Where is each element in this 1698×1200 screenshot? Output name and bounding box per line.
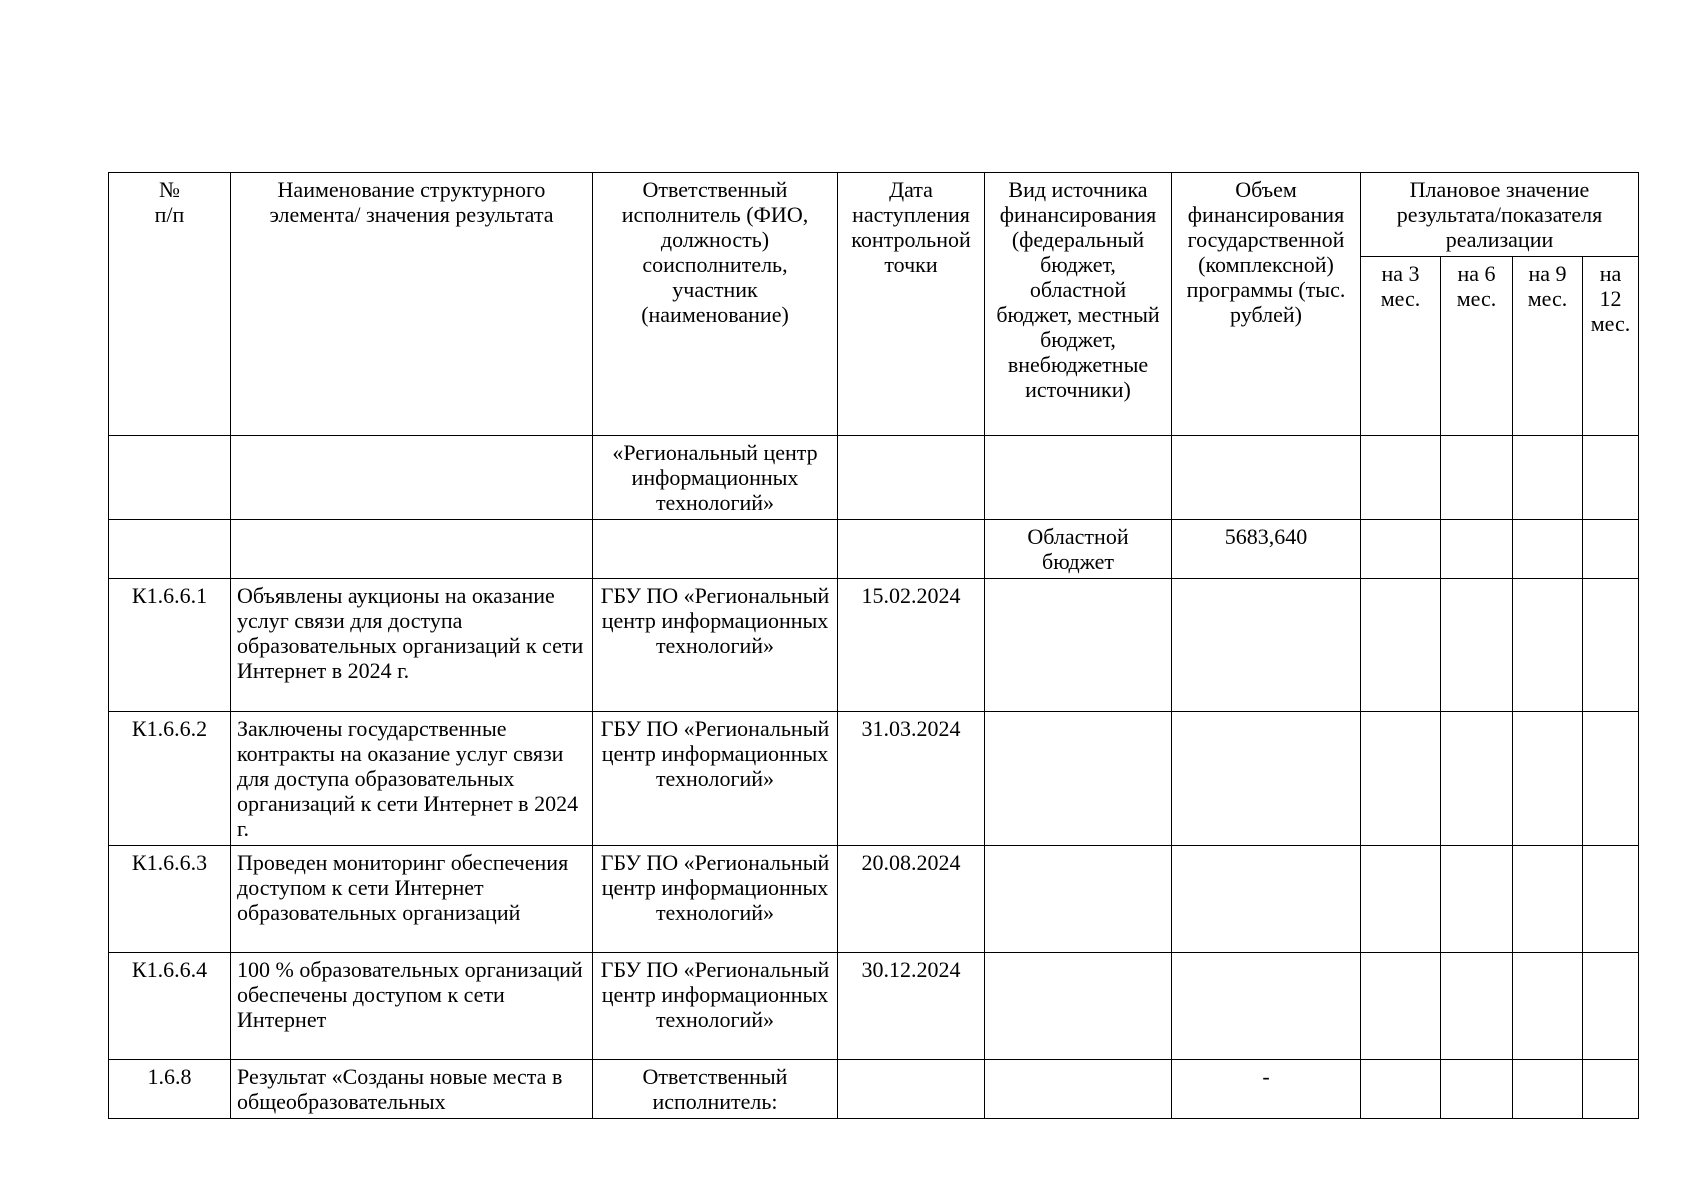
cell-q6 bbox=[1441, 712, 1513, 846]
cell-q3 bbox=[1361, 846, 1441, 953]
cell-volume bbox=[1172, 712, 1361, 846]
cell-num: К1.6.6.3 bbox=[109, 846, 231, 953]
cell-volume bbox=[1172, 846, 1361, 953]
cell-q6 bbox=[1441, 520, 1513, 579]
cell-date: 31.03.2024 bbox=[838, 712, 985, 846]
cell-q12 bbox=[1583, 953, 1639, 1060]
cell-date bbox=[838, 1060, 985, 1119]
cell-q9 bbox=[1513, 436, 1583, 520]
cell-source bbox=[985, 953, 1172, 1060]
header-volume: Объем финансирования государственной (комплексной) программы (тыс. рублей) bbox=[1172, 173, 1361, 436]
table-row bbox=[109, 712, 1639, 846]
cell-source bbox=[985, 436, 1172, 520]
header-q12: на 12 мес. bbox=[1583, 257, 1639, 436]
cell-q9 bbox=[1513, 579, 1583, 712]
cell-name bbox=[231, 436, 593, 520]
cell-q3 bbox=[1361, 712, 1441, 846]
table-row bbox=[109, 846, 1639, 953]
cell-q6 bbox=[1441, 953, 1513, 1060]
cell-date: 30.12.2024 bbox=[838, 953, 985, 1060]
cell-q3 bbox=[1361, 953, 1441, 1060]
cell-q9 bbox=[1513, 712, 1583, 846]
cell-name: Проведен мониторинг обеспечения доступом к сети Интернет образовательных организаций bbox=[231, 846, 593, 953]
header-q6: на 6 мес. bbox=[1441, 257, 1513, 436]
cell-volume: - bbox=[1172, 1060, 1361, 1119]
cell-date bbox=[838, 520, 985, 579]
cell-source bbox=[985, 712, 1172, 846]
cell-q3 bbox=[1361, 520, 1441, 579]
cell-q12 bbox=[1583, 579, 1639, 712]
cell-q12 bbox=[1583, 846, 1639, 953]
cell-date bbox=[838, 436, 985, 520]
cell-q3 bbox=[1361, 579, 1441, 712]
cell-name: Заключены государственные контракты на оказание услуг связи для доступа образовательных организаций к сети Интернет в 2024 г. bbox=[231, 712, 593, 846]
cell-q9 bbox=[1513, 1060, 1583, 1119]
header-name: Наименование структурного элемента/ значения результата bbox=[231, 173, 593, 436]
plan-table bbox=[108, 172, 1639, 1119]
cell-executor: Ответственный исполнитель: bbox=[593, 1060, 838, 1119]
cell-date: 20.08.2024 bbox=[838, 846, 985, 953]
cell-source bbox=[985, 1060, 1172, 1119]
header-q9: на 9 мес. bbox=[1513, 257, 1583, 436]
cell-executor: «Региональный центр информационных технологий» bbox=[593, 436, 838, 520]
cell-volume bbox=[1172, 436, 1361, 520]
cell-num: К1.6.6.1 bbox=[109, 579, 231, 712]
table-row bbox=[109, 579, 1639, 712]
cell-num: К1.6.6.2 bbox=[109, 712, 231, 846]
header-plan-value: Плановое значение результата/показателя реализации bbox=[1361, 173, 1639, 257]
cell-q3 bbox=[1361, 436, 1441, 520]
cell-name bbox=[231, 520, 593, 579]
cell-q6 bbox=[1441, 436, 1513, 520]
cell-q9 bbox=[1513, 953, 1583, 1060]
cell-volume: 5683,640 bbox=[1172, 520, 1361, 579]
header-source: Вид источника финансирования (федеральный бюджет, областной бюджет, местный бюджет, внебюджетные источники) bbox=[985, 173, 1172, 436]
cell-volume bbox=[1172, 579, 1361, 712]
cell-name: 100 % образовательных организаций обеспечены доступом к сети Интернет bbox=[231, 953, 593, 1060]
cell-executor: ГБУ ПО «Региональный центр информационных технологий» bbox=[593, 712, 838, 846]
cell-num bbox=[109, 520, 231, 579]
cell-q6 bbox=[1441, 846, 1513, 953]
cell-executor: ГБУ ПО «Региональный центр информационных технологий» bbox=[593, 579, 838, 712]
header-date: Дата наступления контрольной точки bbox=[838, 173, 985, 436]
cell-source bbox=[985, 846, 1172, 953]
cell-name: Результат «Созданы новые места в общеобразовательных bbox=[231, 1060, 593, 1119]
cell-num: 1.6.8 bbox=[109, 1060, 231, 1119]
cell-source bbox=[985, 579, 1172, 712]
cell-date: 15.02.2024 bbox=[838, 579, 985, 712]
cell-q12 bbox=[1583, 712, 1639, 846]
header-executor: Ответственный исполнитель (ФИО, должность) соисполнитель, участник (наименование) bbox=[593, 173, 838, 436]
cell-num bbox=[109, 436, 231, 520]
cell-source: Областной бюджет bbox=[985, 520, 1172, 579]
cell-q12 bbox=[1583, 436, 1639, 520]
table-row bbox=[109, 436, 1639, 520]
table-row bbox=[109, 953, 1639, 1060]
cell-q6 bbox=[1441, 1060, 1513, 1119]
cell-q3 bbox=[1361, 1060, 1441, 1119]
cell-volume bbox=[1172, 953, 1361, 1060]
cell-q9 bbox=[1513, 846, 1583, 953]
cell-q12 bbox=[1583, 1060, 1639, 1119]
cell-q9 bbox=[1513, 520, 1583, 579]
cell-name: Объявлены аукционы на оказание услуг связи для доступа образовательных организаций к сети Интернет в 2024 г. bbox=[231, 579, 593, 712]
cell-q6 bbox=[1441, 579, 1513, 712]
cell-executor bbox=[593, 520, 838, 579]
table-row bbox=[109, 520, 1639, 579]
header-q3: на 3 мес. bbox=[1361, 257, 1441, 436]
cell-executor: ГБУ ПО «Региональный центр информационных технологий» bbox=[593, 953, 838, 1060]
table-row bbox=[109, 1060, 1639, 1119]
cell-executor: ГБУ ПО «Региональный центр информационных технологий» bbox=[593, 846, 838, 953]
cell-num: К1.6.6.4 bbox=[109, 953, 231, 1060]
cell-q12 bbox=[1583, 520, 1639, 579]
header-num: № п/п bbox=[109, 173, 231, 436]
